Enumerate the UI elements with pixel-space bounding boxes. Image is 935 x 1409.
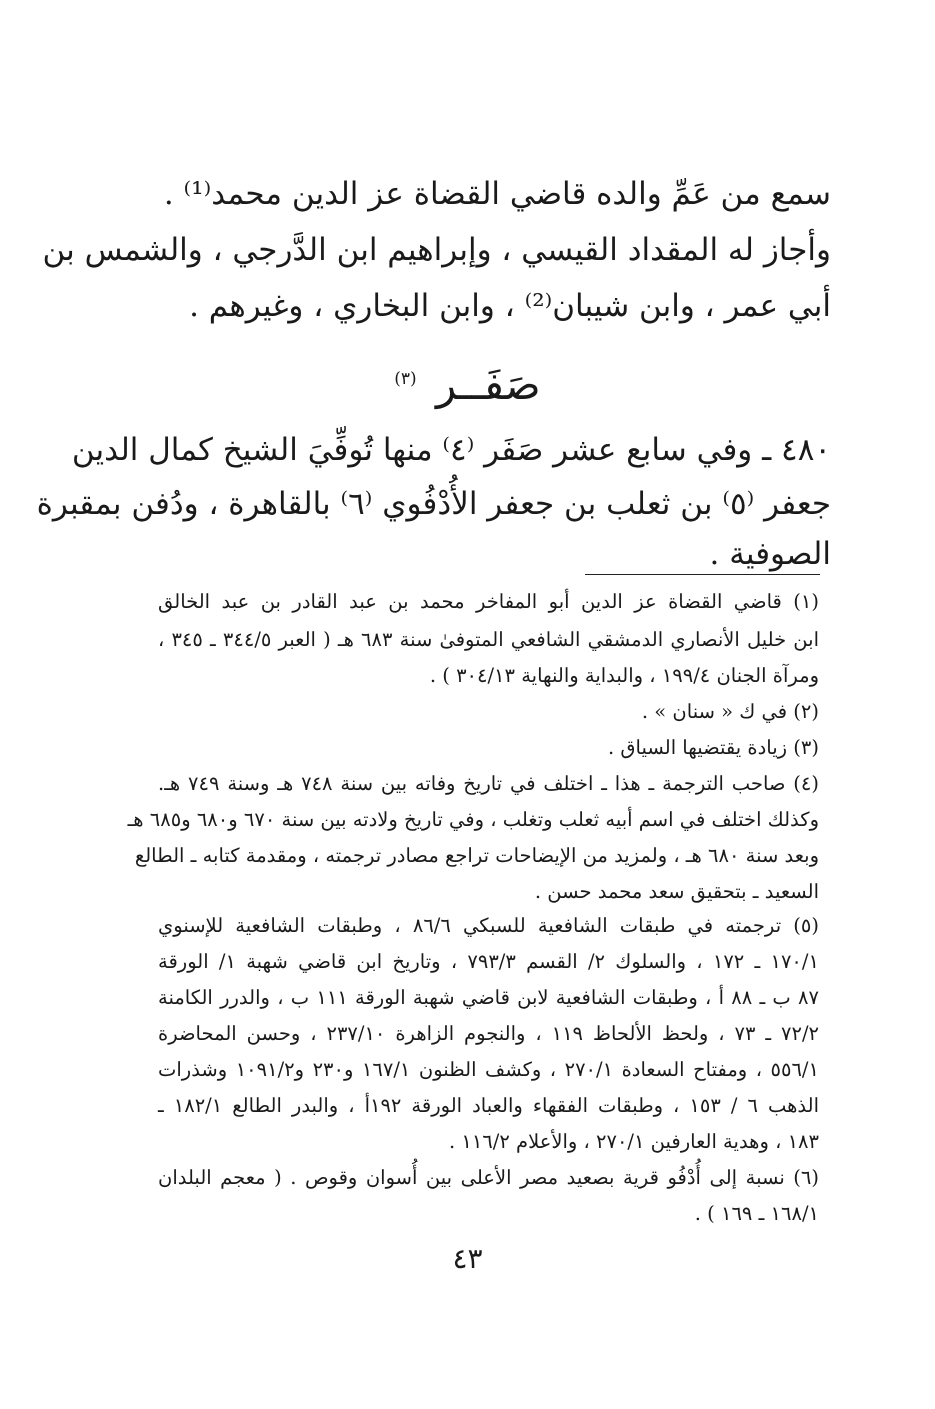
footnote-line: ٧٢/٢ ـ ٧٣ ، ولحظ الألحاظ ١١٩ ، والنجوم الزاهرة ٢٣٧/١٠ ، وحسن المحاضرة (158, 1022, 820, 1045)
footnote-line: (٦) نسبة إلى أُدْفُو قرية بصعيد مصر الأعلى بين أُسوان وقوص . ( معجم البلدان (158, 1166, 819, 1189)
footnote-line: وبعد سنة ٦٨٠ هـ ، ولمزيد من الإيضاحات تراجع مصادر ترجمته ، ومقدمة كتابه ـ الطالع (134, 844, 819, 867)
footnote-line: (٤) صاحب الترجمة ـ هذا ـ اختلف في تاريخ وفاته بين سنة ٧٤٨ هـ وسنة ٧٤٩ هـ. (158, 772, 819, 795)
footnote-line: ٨٧ ب ـ ٨٨ أ ، وطبقات الشافعية لابن قاضي شهبة الورقة ١١١ ب ، والدرر الكامنة (158, 986, 819, 1009)
main-text-line: وأجاز له المقداد القيسي ، وإبراهيم ابن الدَّرجي ، والشمس بن (42, 232, 831, 268)
footnote-divider (585, 574, 820, 575)
page-number: ٤٣ (452, 1242, 483, 1275)
month-heading (0, 360, 935, 409)
footnote-line: السعيد ـ بتحقيق سعد محمد حسن . (534, 880, 819, 903)
entry-text-line: الصوفية . (709, 536, 831, 572)
footnote-line: (٢) في ك « سنان » . (641, 700, 819, 723)
footnote-line: ابن خليل الأنصاري الدمشقي الشافعي المتوفىٰ سنة ٦٨٣ هـ ( العبر ٣٤٤/٥ ـ ٣٤٥ ، (158, 628, 819, 651)
footnote-line: (١) قاضي القضاة عز الدين أبو المفاخر محمد بن عبد القادر بن عبد الخالق (158, 590, 819, 613)
footnote-line: ٥٥٦/١ ، ومفتاح السعادة ٢٧٠/١ ، وكشف الظنون ١٦٧/١ و٢٣٠ و١٠٩١/٢ وشذرات (158, 1058, 819, 1081)
footnote-line: وكذلك اختلف في اسم أبيه ثعلب وتغلب ، وفي تاريخ ولادته بين سنة ٦٧٠ و٦٨٠ و٦٨٥ هـ (127, 808, 819, 831)
footnote-line: ومرآة الجنان ١٩٩/٤ ، والبداية والنهاية ٣٠٤/١٣ ) . (429, 664, 819, 687)
entry-text-line: جعفر ⁽٥⁾ بن ثعلب بن جعفر الأُدْفُوي ⁽٦⁾ بالقاهرة ، ودُفن بمقبرة (36, 486, 831, 522)
footnote-line: (٥) ترجمته في طبقات الشافعية للسبكي ٨٦/٦ ، وطبقات الشافعية للإسنوي (158, 914, 819, 937)
footnote-line: الذهب ٦ / ١٥٣ ، وطبقات الفقهاء والعباد الورقة ١٩٢أ ، والبدر الطالع ١٨٢/١ ـ (158, 1094, 819, 1117)
footnote-line: ١٦٨/١ ـ ١٦٩ ) . (694, 1202, 819, 1225)
footnote-ref: (٣) (394, 369, 417, 389)
footnote-line: (٣) زيادة يقتضيها السياق . (608, 736, 819, 759)
footnote-line: ١٨٣ ، وهدية العارفين ٢٧٠/١ ، والأعلام ١١٦/٢ . (448, 1130, 819, 1153)
footnote-line: ١٧٠/١ ـ ١٧٢ ، والسلوك ٢/ القسم ٧٩٣/٣ ، وتاريخ ابن قاضي شهبة ١/ الورقة (158, 950, 819, 973)
entry-text-line: ٤٨٠ ـ وفي سابع عشر صَفَر ⁽٤⁾ منها تُوفِّيَ الشيخ كمال الدين (71, 432, 831, 468)
main-text-line: سمع من عَمِّ والده قاضي القضاة عز الدين محمد⁽¹⁾ . (163, 176, 831, 212)
main-text-line: أبي عمر ، وابن شيبان⁽²⁾ ، وابن البخاري ، وغيرهم . (189, 288, 831, 324)
month-title: صَفَــر (436, 360, 541, 409)
